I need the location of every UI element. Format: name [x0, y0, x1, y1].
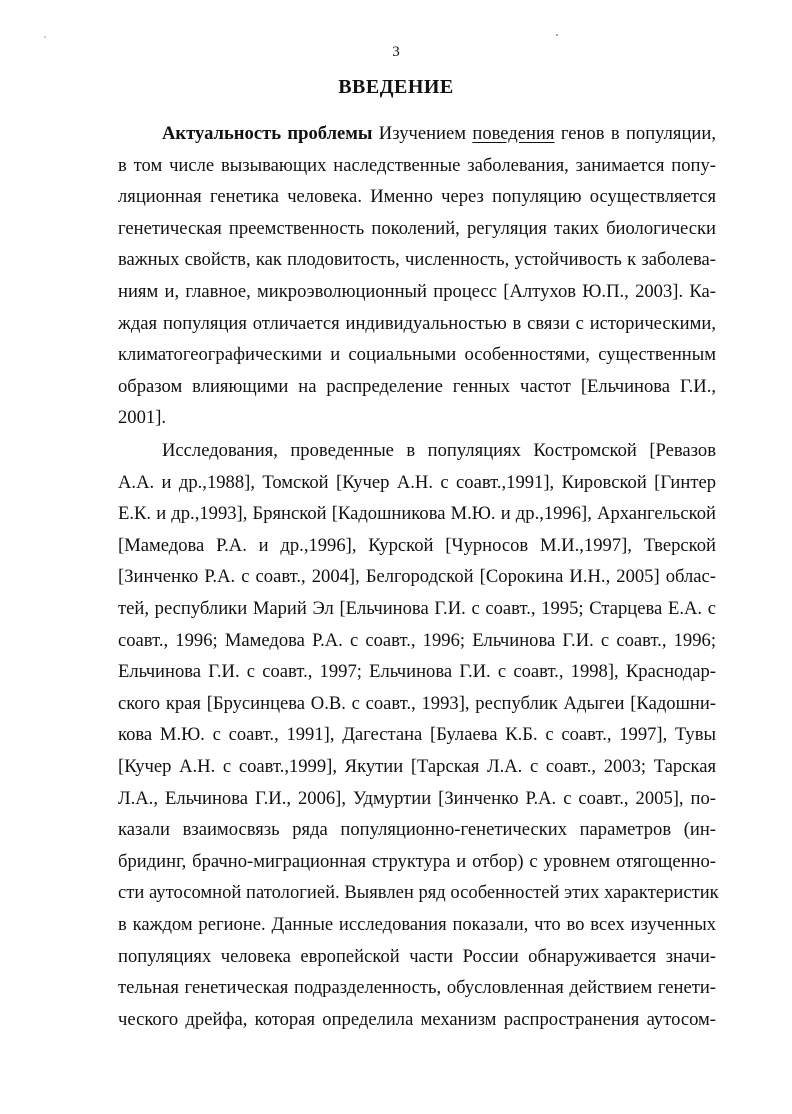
paragraph-line: [Мамедова Р.А. и др.,1996], Курской [Чурносов М.И.,1997], Тверской: [118, 534, 716, 556]
paragraph-line: [Зинченко Р.А. с соавт., 2004], Белгородской [Сорокина И.Н., 2005] облас-: [118, 566, 716, 588]
paragraph-line: ческого дрейфа, которая определила механизм распространения аутосом-: [118, 1008, 716, 1030]
paragraph-line: [118, 118, 716, 150]
underlined-word: поведения: [472, 123, 555, 144]
relevance-heading: Актуальность проблемы: [162, 123, 373, 144]
paragraph-line: 2001].: [118, 407, 167, 429]
paragraph-line: важных свойств, как плодовитость, численность, устойчивость к заболева-: [118, 249, 716, 271]
paragraph-line: казали взаимосвязь ряда популяционно-генетических параметров (ин-: [118, 819, 716, 841]
paragraph-line: [Кучер А.Н. с соавт.,1999], Якутии [Тарская Л.А. с соавт., 2003; Тарская: [118, 755, 716, 777]
section-title: ВВЕДЕНИЕ: [338, 76, 454, 98]
paragraph-research: [118, 435, 719, 1035]
paragraph-line: сти аутосомной патологией. Выявлен ряд особенностей этих характеристик: [118, 882, 719, 904]
paragraph-line: образом влияющими на распределение генных частот [Ельчинова Г.И.,: [118, 375, 716, 397]
paragraph-line: Исследования, проведенные в популяциях Костромской [Ревазов: [162, 440, 716, 461]
scan-speck: [556, 34, 558, 36]
paragraph-line: тей, республики Марий Эл [Ельчинова Г.И. с соавт., 1995; Старцева Е.А. с: [118, 597, 716, 619]
paragraph-line: кова М.Ю. с соавт., 1991], Дагестана [Булаева К.Б. с соавт., 1997], Тувы: [118, 724, 716, 746]
paragraph-line: популяциях человека европейской части России обнаруживается значи-: [118, 945, 716, 967]
paragraph-line: А.А. и др.,1988], Томской [Кучер А.Н. с соавт.,1991], Кировской [Гинтер: [118, 471, 716, 493]
paragraph-line: в каждом регионе. Данные исследования показали, что во всех изученных: [118, 913, 716, 935]
paragraph-line: генетическая преемственность поколений, регуляция таких биологически: [118, 217, 716, 239]
paragraph-line: Ельчинова Г.И. с соавт., 1997; Ельчинова Г.И. с соавт., 1998], Краснодар-: [118, 661, 716, 683]
paragraph-line: ждая популяция отличается индивидуальностью в связи с историческими,: [118, 312, 716, 334]
paragraph-line: ниям и, главное, микроэволюционный процесс [Алтухов Ю.П., 2003]. Ка-: [118, 280, 716, 302]
text-segment: генов в популяции,: [554, 123, 716, 144]
paragraph-line: соавт., 1996; Мамедова Р.А. с соавт., 1996; Ельчинова Г.И. с соавт., 1996;: [118, 629, 716, 651]
paragraph-line: ляционная генетика человека. Именно через популяцию осуществляется: [118, 186, 716, 208]
paragraph-line: тельная генетическая подразделенность, обусловленная действием генети-: [118, 977, 716, 999]
paragraph-line: Е.К. и др.,1993], Брянской [Кадошникова М.Ю. и др.,1996], Архангельской: [118, 503, 716, 525]
paragraph-relevance: [118, 118, 716, 434]
paragraph-line: Л.А., Ельчинова Г.И., 2006], Удмуртии [Зинченко Р.А. с соавт., 2005], по-: [118, 787, 716, 809]
page-number: 3: [392, 44, 400, 60]
scan-speck: [44, 36, 46, 38]
text-segment: Изучением: [372, 123, 473, 144]
paragraph-line: ского края [Брусинцева О.В. с соавт., 1993], республик Адыгеи [Кадошни-: [118, 692, 716, 714]
paragraph-line: климатогеографическими и социальными особенностями, существенным: [118, 344, 716, 366]
paragraph-line: в том числе вызывающих наследственные заболевания, занимается попу-: [118, 154, 716, 176]
paragraph-line: бридинг, брачно-миграционная структура и отбор) с уровнем отягощенно-: [118, 850, 716, 872]
